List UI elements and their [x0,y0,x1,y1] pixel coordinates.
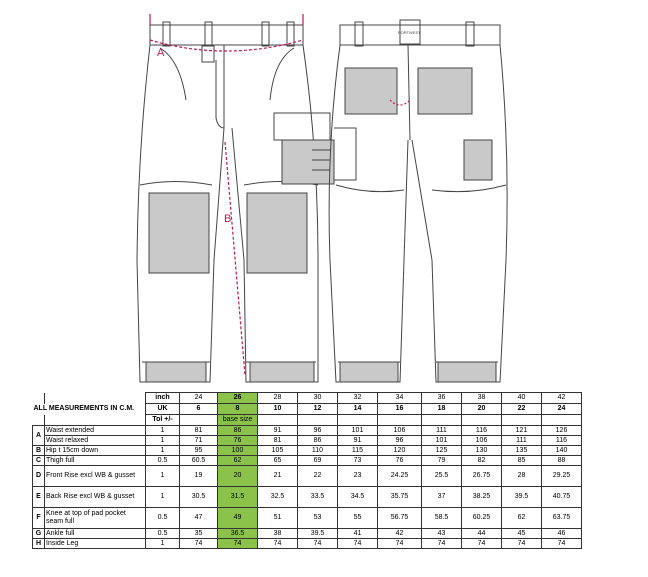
row-value: 62 [218,456,258,466]
blank-cell [462,415,502,426]
tol-label: Tol +/- [146,415,180,426]
base-size-label: base size [218,415,258,426]
pocket-detail [274,113,356,184]
row-letter: G [33,529,45,539]
row-value: 74 [180,539,218,549]
row-value: 46 [542,529,582,539]
row-value: 23 [338,466,378,487]
row-value: 101 [338,426,378,436]
row-value: 47 [180,508,218,529]
row-value: 69 [298,456,338,466]
inch-size: 42 [542,393,582,404]
inch-size: 40 [502,393,542,404]
row-value: 106 [462,436,502,446]
row-tolerance: 1 [146,426,180,436]
row-value: 74 [338,539,378,549]
inch-size: 32 [338,393,378,404]
row-value: 116 [542,436,582,446]
inch-size: 34 [378,393,422,404]
row-value: 63.75 [542,508,582,529]
row-value: 43 [422,529,462,539]
row-value: 55 [338,508,378,529]
row-tolerance: 0.5 [146,508,180,529]
row-tolerance: 1 [146,466,180,487]
row-value: 100 [218,446,258,456]
row-value: 74 [542,539,582,549]
uk-size: 24 [542,404,582,415]
row-label: Thigh full [45,456,146,466]
row-value: 115 [338,446,378,456]
row-letter: B [33,446,45,456]
uk-size: 22 [502,404,542,415]
blank-cell [45,415,146,426]
row-value: 60.5 [180,456,218,466]
row-value: 28 [502,466,542,487]
row-value: 86 [298,436,338,446]
row-value: 73 [338,456,378,466]
row-value: 81 [180,426,218,436]
row-value: 20 [218,466,258,487]
row-tolerance: 1 [146,446,180,456]
row-value: 39.5 [298,529,338,539]
row-value: 130 [462,446,502,456]
inch-label: inch [146,393,180,404]
row-value: 85 [502,456,542,466]
row-letter: D [33,466,45,487]
measurement-row [33,466,582,487]
uk-size: 14 [338,404,378,415]
inch-size: 30 [298,393,338,404]
row-value: 74 [462,539,502,549]
row-value: 126 [542,426,582,436]
row-value: 38.25 [462,487,502,508]
row-value: 105 [258,446,298,456]
row-value: 135 [502,446,542,456]
row-value: 24.25 [378,466,422,487]
row-letter: C [33,456,45,466]
label-a: A [157,47,165,59]
row-value: 111 [502,436,542,446]
row-value: 74 [502,539,542,549]
row-value: 91 [258,426,298,436]
row-value: 79 [422,456,462,466]
row-tolerance: 1 [146,487,180,508]
size-chart-table [32,392,582,549]
row-value: 76 [218,436,258,446]
row-tolerance: 1 [146,436,180,446]
row-value: 86 [218,426,258,436]
header-row-inch [33,393,582,404]
row-value: 74 [218,539,258,549]
uk-size: 12 [298,404,338,415]
row-value: 62 [502,508,542,529]
row-value: 74 [422,539,462,549]
blank-cell [502,415,542,426]
row-value: 36.5 [218,529,258,539]
inch-size: 38 [462,393,502,404]
row-value: 65 [258,456,298,466]
uk-size: 18 [422,404,462,415]
row-value: 121 [502,426,542,436]
row-value: 34.5 [338,487,378,508]
row-value: 35 [180,529,218,539]
row-value: 26.75 [462,466,502,487]
chart-title: ALL MEASUREMENTS IN C.M. [33,405,135,412]
measurement-row [33,529,582,539]
row-label: Back Rise excl WB & gusset [45,487,146,508]
measurement-row [33,539,582,549]
row-value: 95 [180,446,218,456]
row-value: 74 [298,539,338,549]
row-value: 30.5 [180,487,218,508]
uk-size: 10 [258,404,298,415]
row-value: 53 [298,508,338,529]
row-value: 82 [462,456,502,466]
row-value: 45 [502,529,542,539]
row-letter: E [33,487,45,508]
row-value: 39.5 [502,487,542,508]
row-label: Knee at top of pad pocket seam full [45,508,146,529]
blank-cell [258,415,298,426]
row-letter: H [33,539,45,549]
row-value: 81 [258,436,298,446]
row-value: 116 [462,426,502,436]
row-label: Front Rise excl WB & gusset [45,466,146,487]
row-value: 88 [542,456,582,466]
row-letter: F [33,508,45,529]
row-value: 31.5 [218,487,258,508]
measurement-row [33,426,582,436]
inch-size: 28 [258,393,298,404]
brand-label: PORTWEST [398,30,421,35]
measurement-row [33,487,582,508]
row-value: 35.75 [378,487,422,508]
label-b: B [224,213,232,225]
row-value: 41 [338,529,378,539]
row-value: 110 [298,446,338,456]
row-value: 21 [258,466,298,487]
blank-cell [298,415,338,426]
blank-cell [45,393,146,404]
row-label: Waist extended [45,426,146,436]
row-value: 56.75 [378,508,422,529]
header-row-uk [33,404,582,415]
row-value: 106 [378,426,422,436]
row-tolerance: 1 [146,539,180,549]
row-value: 38 [258,529,298,539]
row-tolerance: 0.5 [146,529,180,539]
uk-label: UK [146,404,180,415]
row-value: 19 [180,466,218,487]
row-label: Hip t 15cm down [45,446,146,456]
row-value: 74 [378,539,422,549]
row-value: 76 [378,456,422,466]
row-value: 22 [298,466,338,487]
row-letter: A [33,426,45,446]
row-value: 58.5 [422,508,462,529]
blank-cell [378,415,422,426]
row-value: 49 [218,508,258,529]
row-value: 101 [422,436,462,446]
measurement-row [33,508,582,529]
row-value: 140 [542,446,582,456]
measurement-row [33,446,582,456]
blank-cell [422,415,462,426]
row-value: 71 [180,436,218,446]
row-value: 25.5 [422,466,462,487]
row-value: 96 [298,426,338,436]
row-value: 96 [378,436,422,446]
row-tolerance: 0.5 [146,456,180,466]
blank-cell [180,415,218,426]
row-label: Inside Leg [45,539,146,549]
row-value: 74 [258,539,298,549]
row-value: 29.25 [542,466,582,487]
row-value: 32.5 [258,487,298,508]
row-value: 42 [378,529,422,539]
header-row-tol [33,415,582,426]
row-value: 111 [422,426,462,436]
row-value: 51 [258,508,298,529]
blank-cell [542,415,582,426]
uk-size: 8 [218,404,258,415]
measurement-row [33,436,582,446]
uk-size: 20 [462,404,502,415]
row-label: Waist relaxed [45,436,146,446]
row-value: 125 [422,446,462,456]
uk-size: 16 [378,404,422,415]
row-value: 91 [338,436,378,446]
measurement-row [33,456,582,466]
inch-size: 24 [180,393,218,404]
inch-size: 26 [218,393,258,404]
row-value: 120 [378,446,422,456]
uk-size: 6 [180,404,218,415]
row-value: 44 [462,529,502,539]
row-value: 40.75 [542,487,582,508]
blank-cell [33,415,45,426]
row-label: Ankle full [45,529,146,539]
row-value: 37 [422,487,462,508]
row-value: 60.25 [462,508,502,529]
blank-cell [33,393,45,404]
inch-size: 36 [422,393,462,404]
row-value: 33.5 [298,487,338,508]
blank-cell [338,415,378,426]
